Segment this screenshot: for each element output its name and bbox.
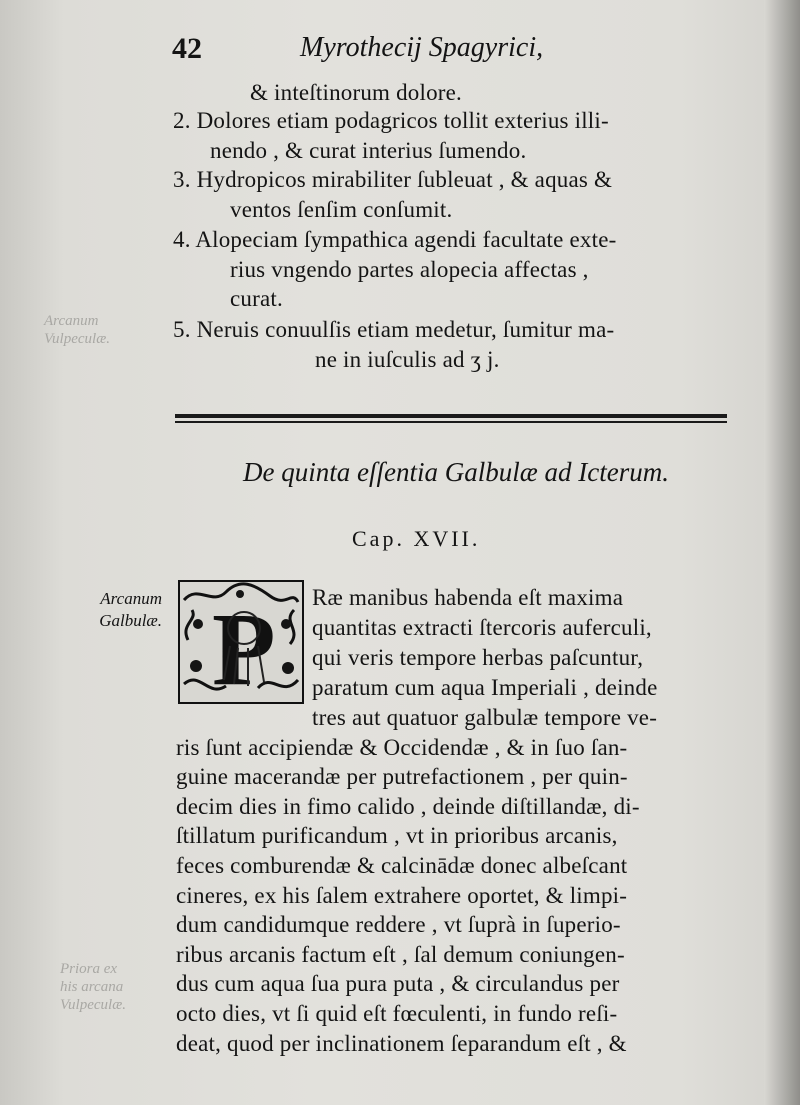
text-line: 5. Neruis conuulſis etiam medetur, ſumitur ma- <box>173 317 615 342</box>
text-line: ſtillatum purificandum , vt in prioribus arcanis, <box>176 823 618 848</box>
page-edge-shadow <box>764 0 800 1105</box>
text-line: & inteſtinorum dolore. <box>250 80 463 105</box>
text-line: feces comburendæ & calcinādæ donec albeſcant <box>176 853 628 878</box>
text-line: quantitas extracti ſtercoris auferculi, <box>312 615 652 640</box>
text-line: octo dies, vt ſi quid eſt fœculenti, in fundo reſi- <box>176 1001 618 1026</box>
chapter-title: De quinta eſſentia Galbulæ ad Icterum. <box>243 457 669 487</box>
running-head: Myrothecij Spagyrici, <box>300 32 544 63</box>
text-line: ventos ſenſim conſumit. <box>230 197 453 222</box>
text-line: tres aut quatuor galbulæ tempore ve- <box>312 705 658 730</box>
text-line: deat, quod per inclinationem ſeparandum eſt , & <box>176 1031 627 1056</box>
section-rule <box>175 414 727 418</box>
text-line: rius vngendo partes alopecia affectas , <box>230 257 589 282</box>
text-line: dum candidumque reddere , vt ſuprà in ſuperio- <box>176 912 621 937</box>
text-line: 3. Hydropicos mirabiliter ſubleuat , & aquas & <box>173 167 613 192</box>
text-line: nendo , & curat interius ſumendo. <box>210 138 527 163</box>
text-line: curat. <box>230 286 283 311</box>
section-rule <box>175 421 727 423</box>
showthrough-marginal: Priora ex his arcana Vulpeculæ. <box>60 961 126 1013</box>
text-line: ribus arcanis factum eſt , ſal demum coniungen- <box>176 942 625 967</box>
text-line: ne in iuſculis ad ʒ j. <box>315 347 500 372</box>
text-line: 4. Alopeciam ſympathica agendi facultate exte- <box>173 227 617 252</box>
chapter-number: Cap. XVII. <box>352 526 481 551</box>
text-line: Ræ manibus habenda eſt maxima <box>312 585 624 610</box>
text-line: qui veris tempore herbas paſcuntur, <box>312 645 644 670</box>
initial-letter: P <box>212 592 276 704</box>
decorated-initial-icon <box>178 580 304 704</box>
margin-note: Arcanum Galbulæ. <box>99 589 162 630</box>
page-number: 42 <box>172 32 202 65</box>
text-line: guine macerandæ per putrefactionem , per quin- <box>176 764 628 789</box>
showthrough-marginal: Arcanum Vulpeculæ. <box>44 313 110 347</box>
text-line: dus cum aqua ſua pura puta , & circulandus per <box>176 971 620 996</box>
text-line: ris ſunt accipiendæ & Occidendæ , & in ſuo ſan- <box>176 735 628 760</box>
text-line: cineres, ex his ſalem extrahere oportet, & limpi- <box>176 883 628 908</box>
text-line: decim dies in fimo calido , deinde diſtillandæ, di- <box>176 794 640 819</box>
text-line: 2. Dolores etiam podagricos tollit exterius illi- <box>173 108 609 133</box>
text-line: paratum cum aqua Imperiali , deinde <box>312 675 658 700</box>
